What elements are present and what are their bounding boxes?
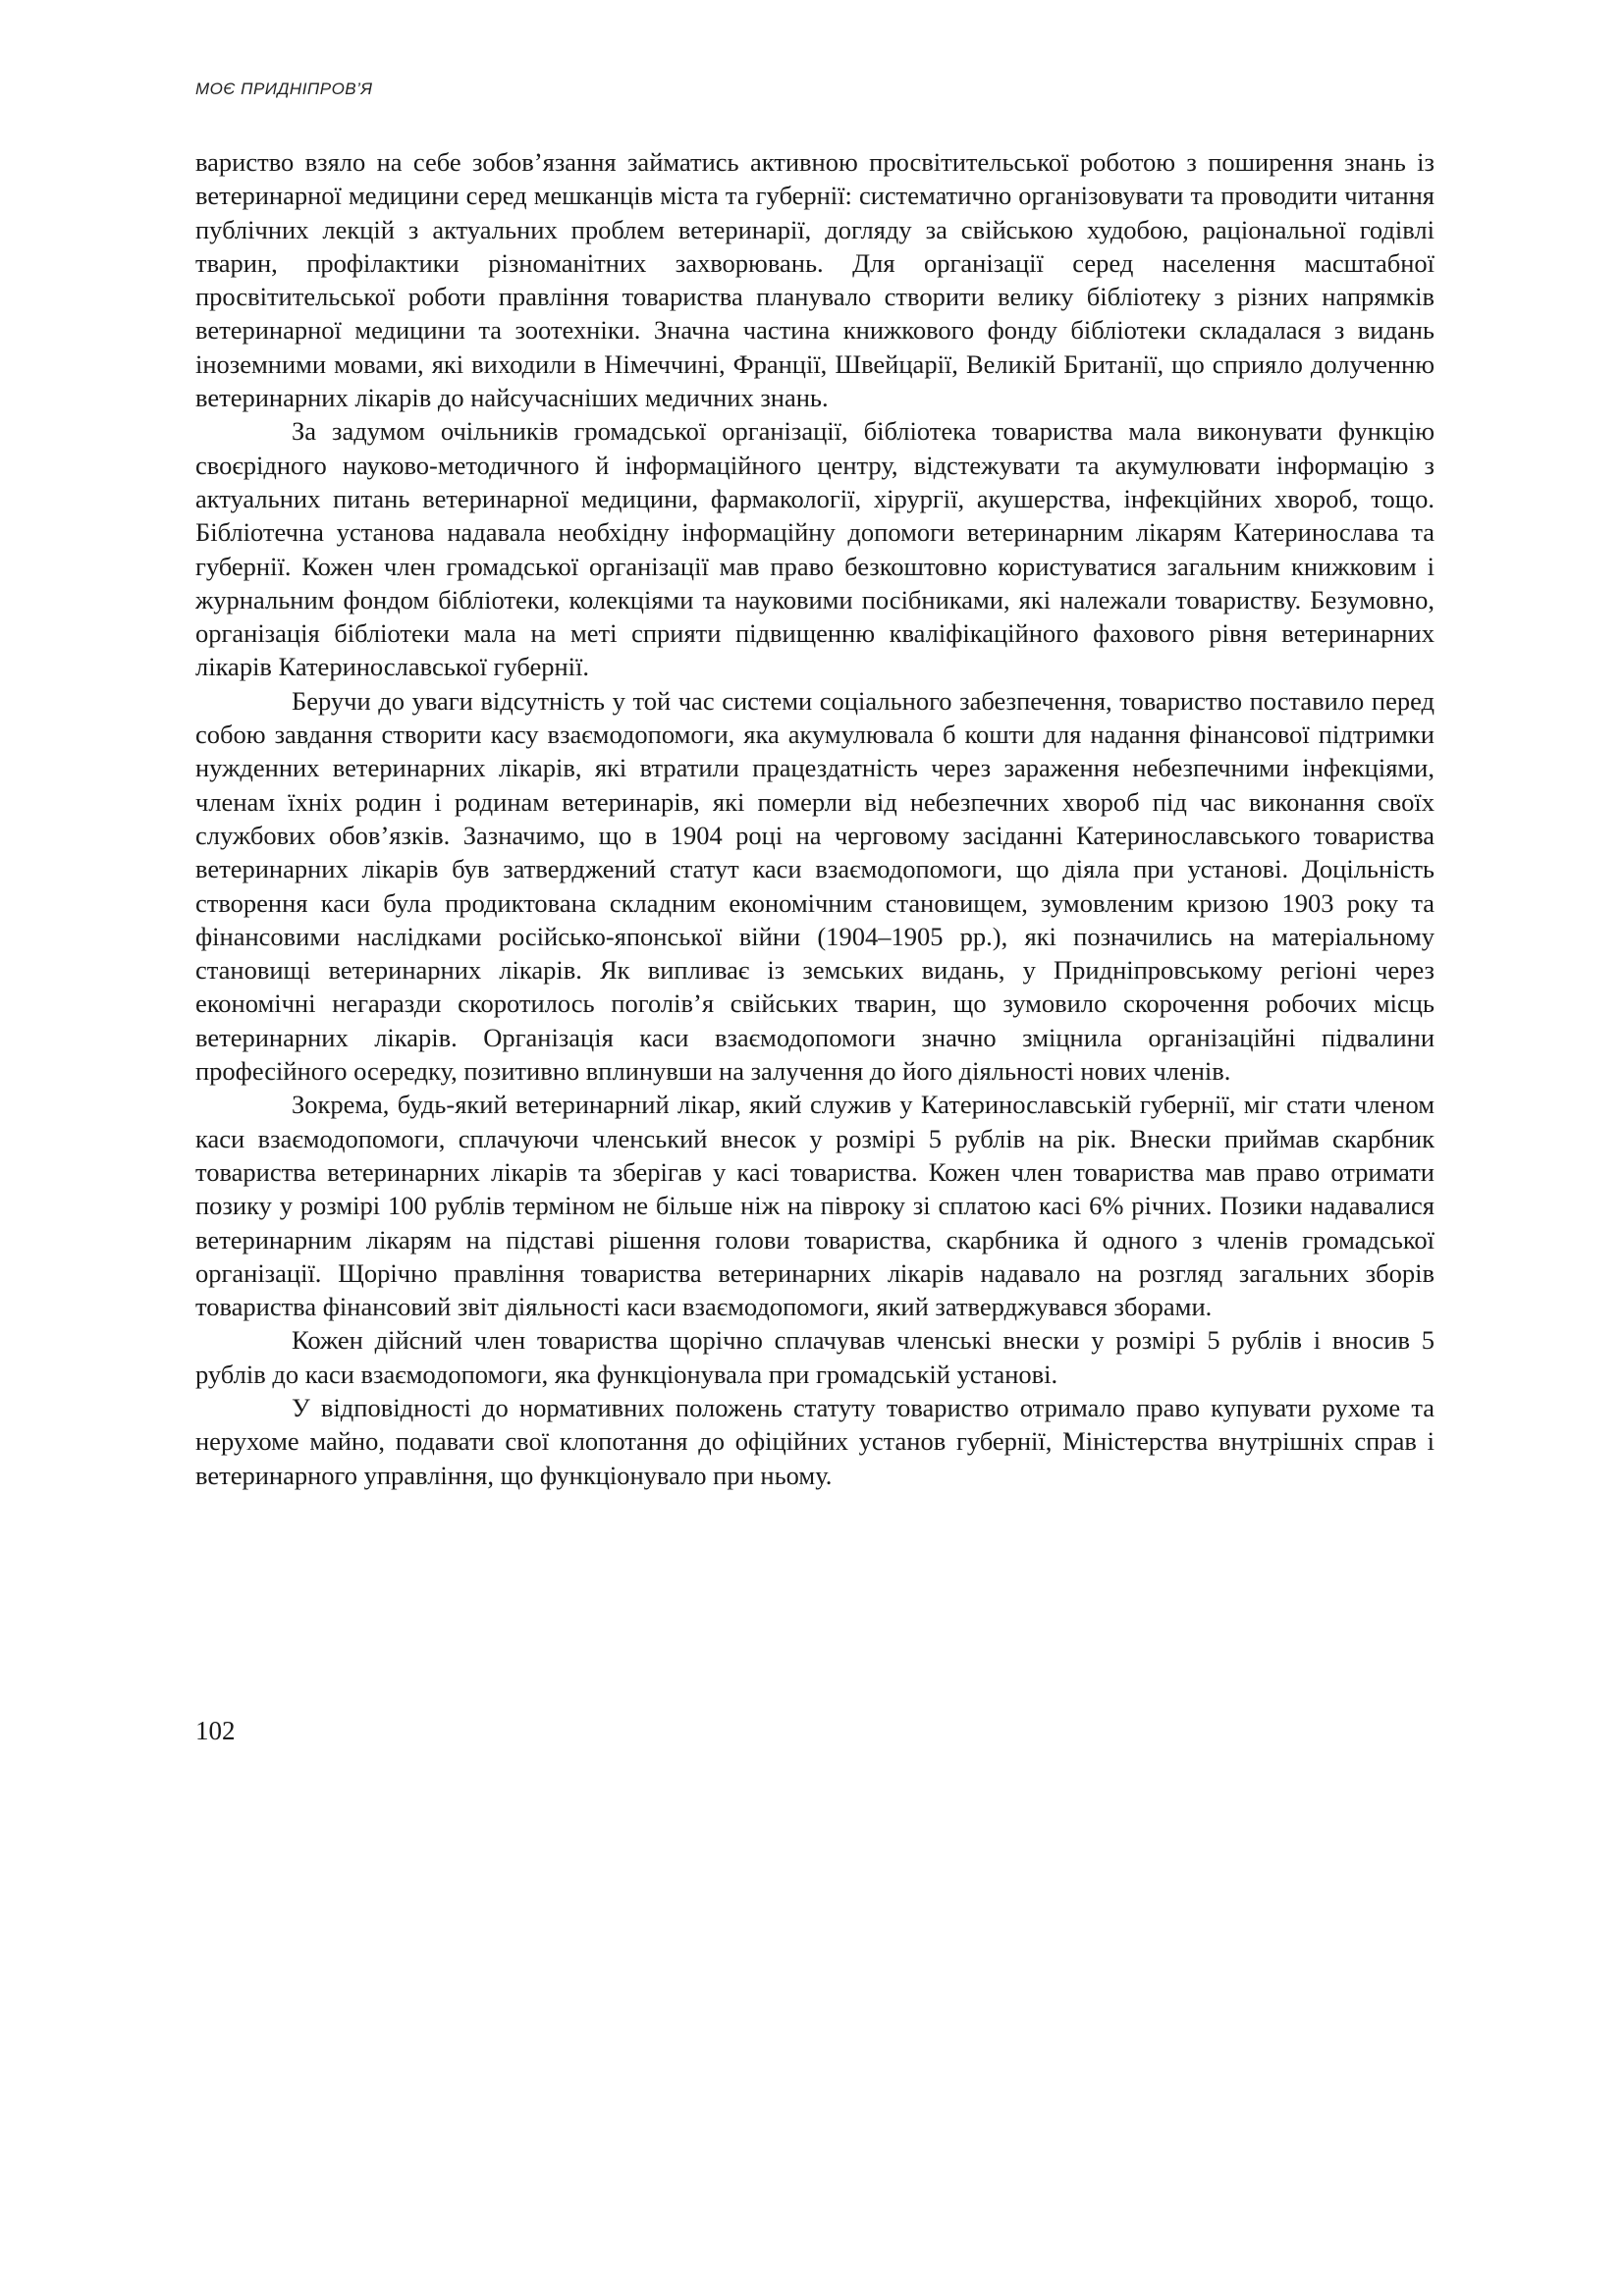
paragraph: Кожен дійсний член товариства щорічно сплачував членські внески у розмірі 5 рублів і вносив 5 рублів до каси взаємодопомоги, яка функціонувала при громадській установі.	[195, 1325, 1435, 1389]
article-body	[195, 145, 1435, 1492]
paragraph: У відповідності до нормативних положень статуту товариство отримало право купувати рухоме та нерухоме майно, подавати свої клопотання до офіційних установ губернії, Міністерства внутрішніх справ і ветеринарного управління, що функціонувало при ньому.	[195, 1392, 1435, 1490]
paragraph: Беручи до уваги відсутність у той час системи соціального забезпечення, товариство поставило перед собою завдання створити касу взаємодопомоги, яка акумулювала б кошти для надання фінансової підтримки нужденних ветеринарних лікарів, які втратили працездатність через зараження небезпечними інфекціями, членам їхніх родин і родинам ветеринарів, які померли від небезпечних хвороб під час виконання своїх службових обов’язків. Зазначимо, що в 1904 році на черговому засіданні Катеринославського товариства ветеринарних лікарів був затверджений статут каси взаємодопомоги, що діяла при установі. Доцільність створення каси була продиктована складним економічним становищем, зумовленим кризою 1903 року та фінансовими наслідками російсько-японської війни (1904–1905 рр.), які позначились на матеріальному становищі ветеринарних лікарів. Як випливає із земських видань, у Придніпровському регіоні через економічні негаразди скоротилось поголів’я свійських тварин, що зумовило скорочення робочих місць ветеринарних лікарів. Організація каси взаємодопомоги значно зміцнила організаційні підвалини професійного осередку, позитивно вплинувши на залучення до його діяльності нових членів.	[195, 685, 1435, 1087]
page-number: 102	[195, 1716, 236, 1745]
paragraph: Зокрема, будь-який ветеринарний лікар, який служив у Катеринославській губернії, міг стати членом каси взаємодопомоги, сплачуючи членський внесок у розмірі 5 рублів на рік. Внески приймав скарбник товариства ветеринарних лікарів та зберігав у касі товариства. Кожен член товариства мав право отримати позику у розмірі 100 рублів терміном не більше ніж на півроку зі сплатою касі 6% річних. Позики надавалися ветеринарним лікарям на підставі рішення голови товариства, скарбника й одного з членів громадської організації. Щорічно правління товариства ветеринарних лікарів надавало на розгляд загальних зборів товариства фінансовий звіт діяльності каси взаємодопомоги, який затверджувався зборами.	[195, 1090, 1435, 1322]
running-header: МОЄ ПРИДНІПРОВ’Я	[195, 80, 373, 98]
paragraph: За задумом очільників громадської організації, бібліотека товариства мала виконувати функцію своєрідного науково-методичного й інформаційного центру, відстежувати та акумулювати інформацію з актуальних питань ветеринарної медицини, фармакології, хірургії, акушерства, інфекційних хвороб, тощо. Бібліотечна установа надавала необхідну інформаційну допомоги ветеринарним лікарям Катеринослава та губернії. Кожен член громадської організації мав право безкоштовно користуватися загальним книжковим і журнальним фондом бібліотеки, колекціями та науковими посібниками, які належали товариству. Безумовно, організація бібліотеки мала на меті сприяти підвищенню кваліфікаційного фахового рівня ветеринарних лікарів Катеринославської губернії.	[195, 416, 1435, 682]
paragraph: вариство взяло на себе зобов’язання займатись активною просвітительської роботою з поширення знань із ветеринарної медицини серед мешканців міста та губернії: систематично організовувати та проводити читання публічних лекцій з актуальних проблем ветеринарії, догляду за свійською худобою, раціональної годівлі тварин, профілактики різноманітних захворювань. Для організації серед населення масштабної просвітительської роботи правління товариства планувало створити велику бібліотеку з різних напрямків ветеринарної медицини та зоотехніки. Значна частина книжкового фонду бібліотеки складалася з видань іноземними мовами, які виходили в Німеччині, Франції, Швейцарії, Великій Британії, що сприяло долученню ветеринарних лікарів до найсучасніших медичних знань.	[195, 147, 1435, 413]
